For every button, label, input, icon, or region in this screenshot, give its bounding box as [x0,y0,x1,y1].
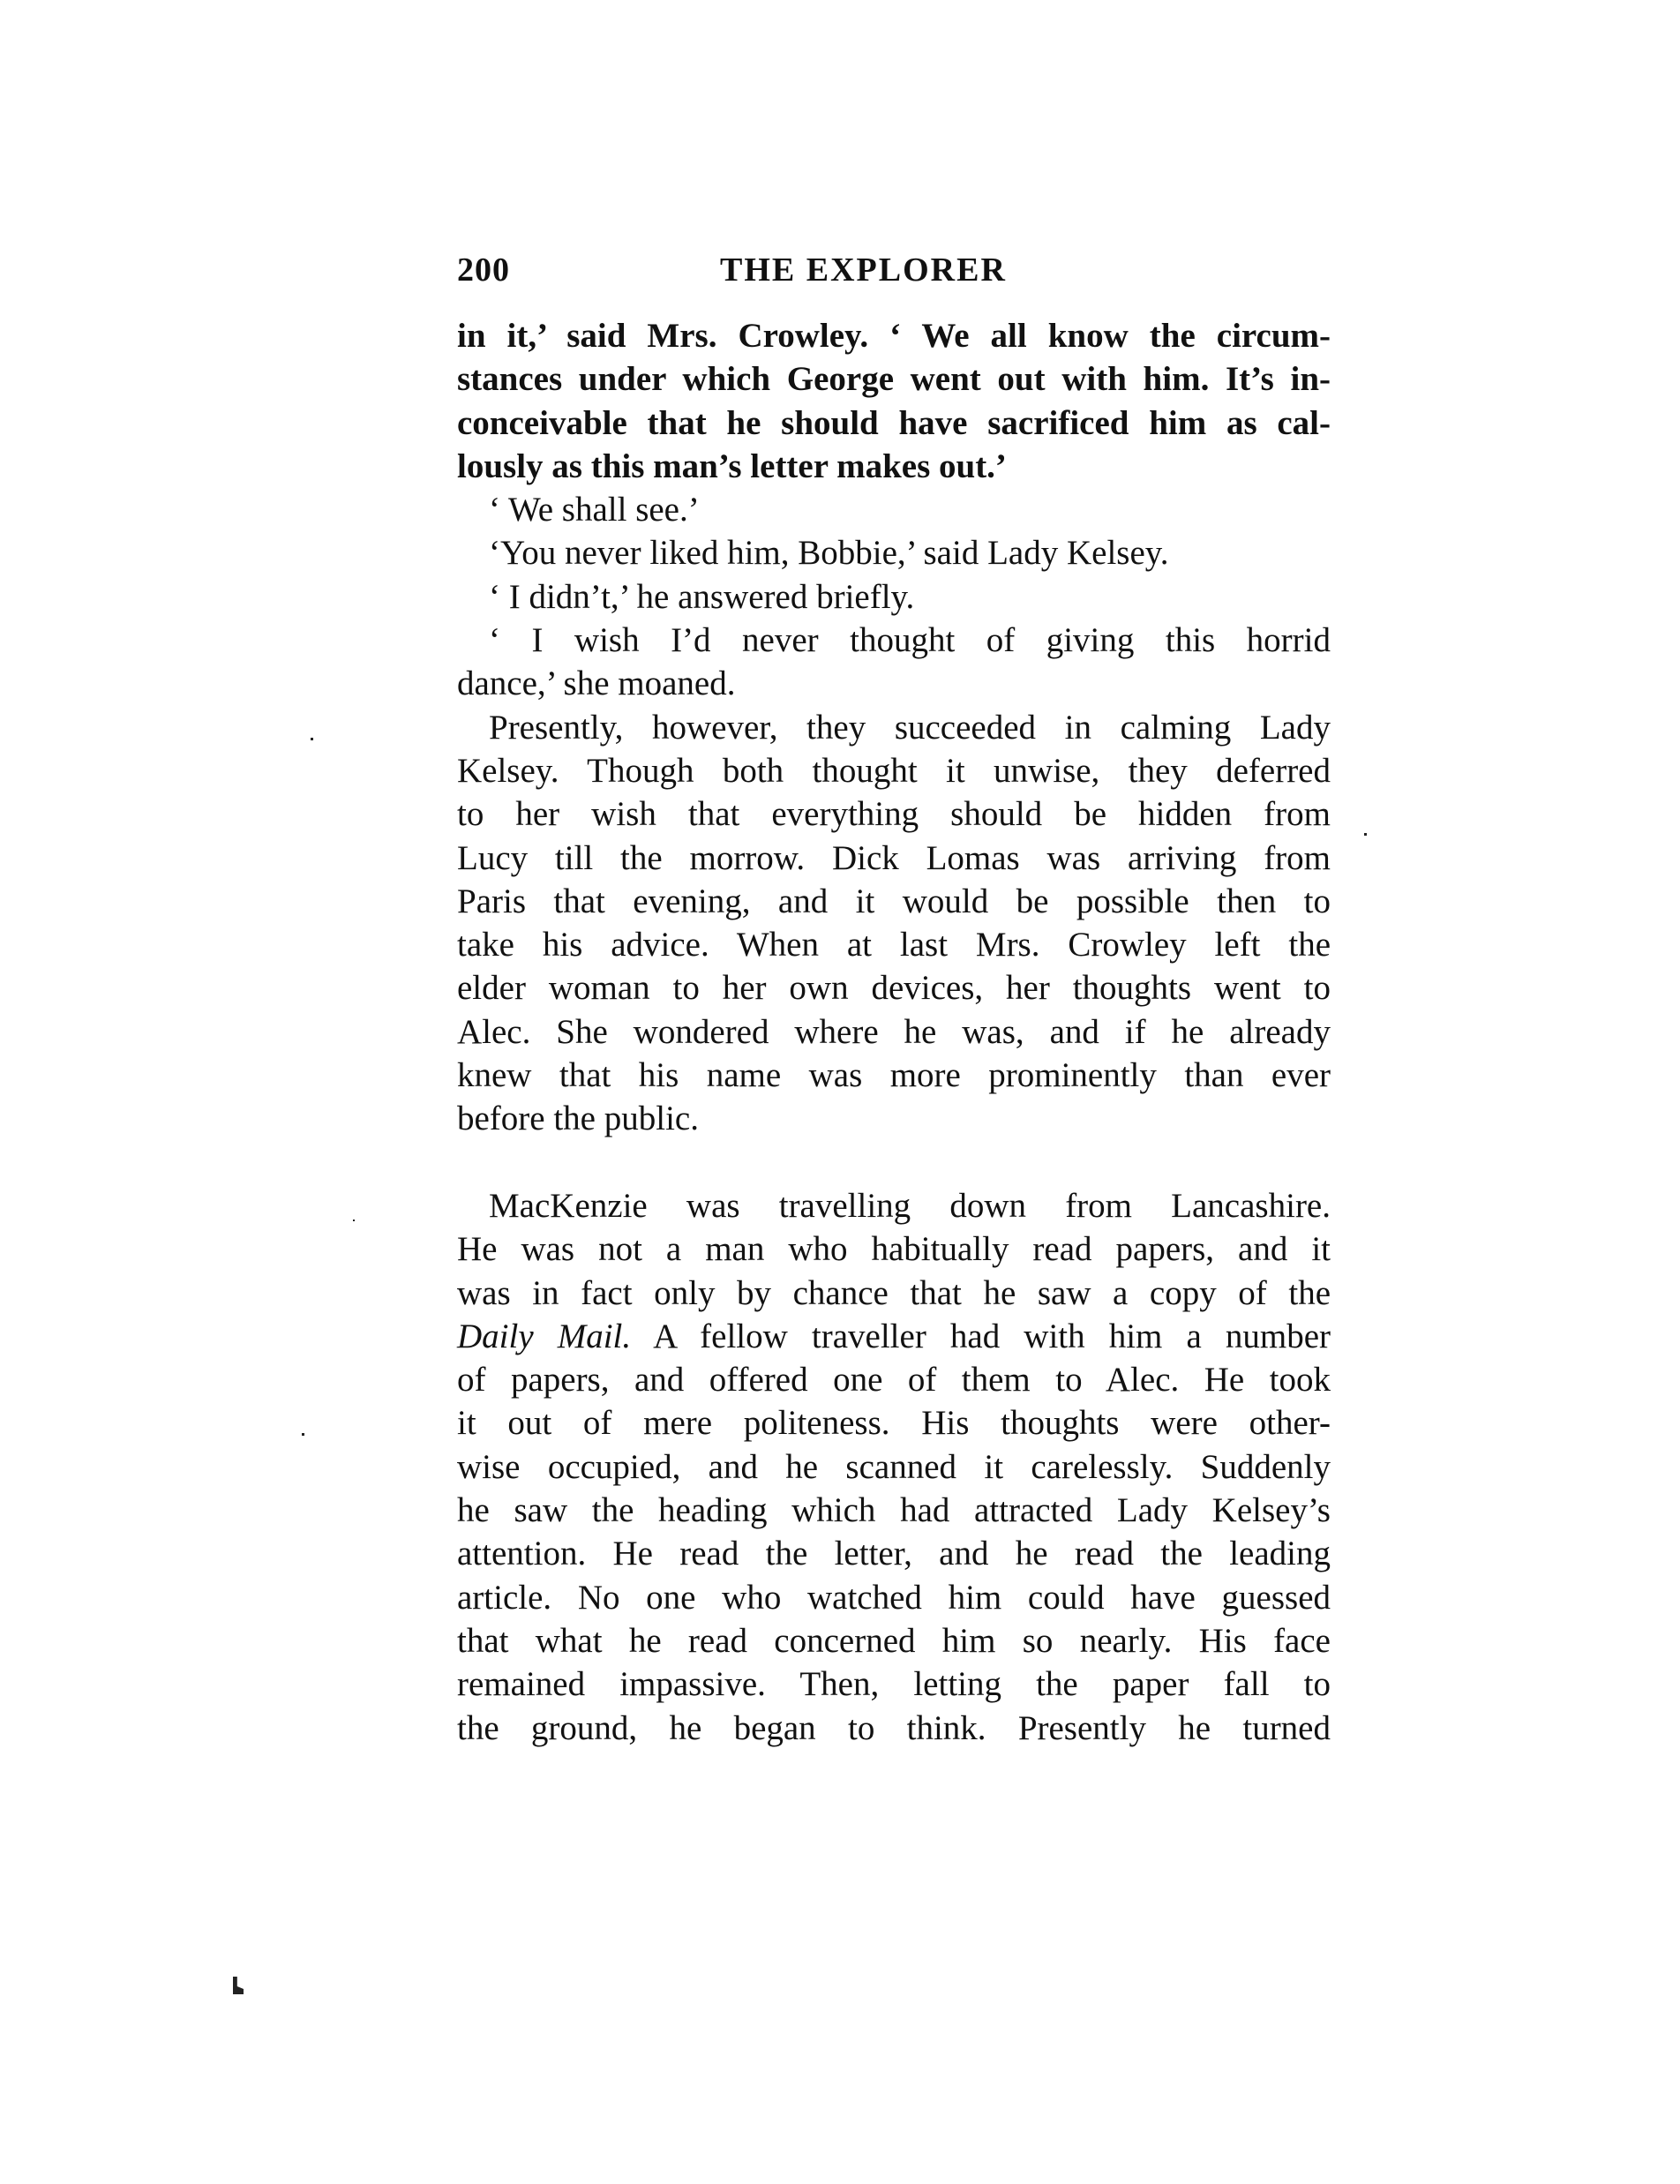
text-line: ‘ I didn’t,’ he answered briefly. [489,577,915,616]
paragraph [457,488,1331,531]
body-text [457,314,1331,1750]
text-line: before the public. [457,1100,699,1138]
text-line: knew that his name was more prominently than ever [457,1056,1331,1095]
paragraph [457,1184,1331,1750]
print-speck [353,1220,355,1221]
text-line: Daily Mail. A fellow traveller had with him a number [457,1317,1331,1355]
text-line: remained impassive. Then, letting the paper fall to [457,1665,1331,1704]
text-line: it out of mere politeness. His thoughts were other- [457,1404,1331,1443]
page-header [457,251,1339,304]
text-line: wise occupied, and he scanned it carelessly. Suddenly [457,1447,1331,1486]
printer-mark [233,1977,244,1994]
print-speck [1364,833,1367,836]
text-line: elder woman to her own devices, her thoughts went to [457,969,1331,1008]
print-speck [302,1433,304,1436]
text-line: MacKenzie was travelling down from Lancashire. [489,1186,1331,1225]
paragraph [457,314,1331,488]
newspaper-title: Daily Mail. [457,1317,632,1355]
text-line: dance,’ she moaned. [457,664,736,703]
print-speck [311,738,313,740]
text-line: Lucy till the morrow. Dick Lomas was arriving from [457,838,1331,877]
running-head: THE EXPLORER [720,251,1007,289]
text-line: in it,’ said Mrs. Crowley. ‘ We all know the circum- [457,317,1331,355]
text-line: he saw the heading which had attracted Lady Kelsey’s [457,1491,1331,1530]
paragraph [457,575,1331,619]
text-line: lously as this man’s letter makes out.’ [457,447,1007,485]
text-line: Presently, however, they succeeded in calming Lady [489,708,1331,747]
text-line: conceivable that he should have sacrificed him as cal- [457,403,1331,442]
text-line: He was not a man who habitually read papers, and it [457,1230,1331,1269]
section-break [457,1141,1331,1184]
text-line: of papers, and offered one of them to Alec. He took [457,1361,1331,1400]
text-line: was in fact only by chance that he saw a copy of the [457,1273,1331,1312]
text-line: ‘You never liked him, Bobbie,’ said Lady Kelsey. [489,534,1169,573]
text-line: Alec. She wondered where he was, and if he already [457,1012,1331,1051]
paragraph [457,706,1331,1141]
text-line: Kelsey. Though both thought it unwise, they deferred [457,751,1331,790]
text-line: article. No one who watched him could have guessed [457,1578,1331,1617]
text-line: stances under which George went out with him. It’s in- [457,360,1331,399]
text-line: Paris that evening, and it would be possible then to [457,882,1331,920]
paragraph [457,531,1331,574]
text-line: that what he read concerned him so nearly. His face [457,1621,1331,1660]
text-line: to her wish that everything should be hidden from [457,795,1331,834]
text-line: the ground, he began to think. Presently he turned [457,1708,1331,1747]
page-number: 200 [457,251,510,289]
text-line: ‘ I wish I’d never thought of giving this horrid [489,621,1331,660]
text-line: attention. He read the letter, and he read the leading [457,1535,1331,1573]
text-line: take his advice. When at last Mrs. Crowley left the [457,926,1331,964]
paragraph [457,619,1331,706]
text-line: ‘ We shall see.’ [489,491,700,529]
